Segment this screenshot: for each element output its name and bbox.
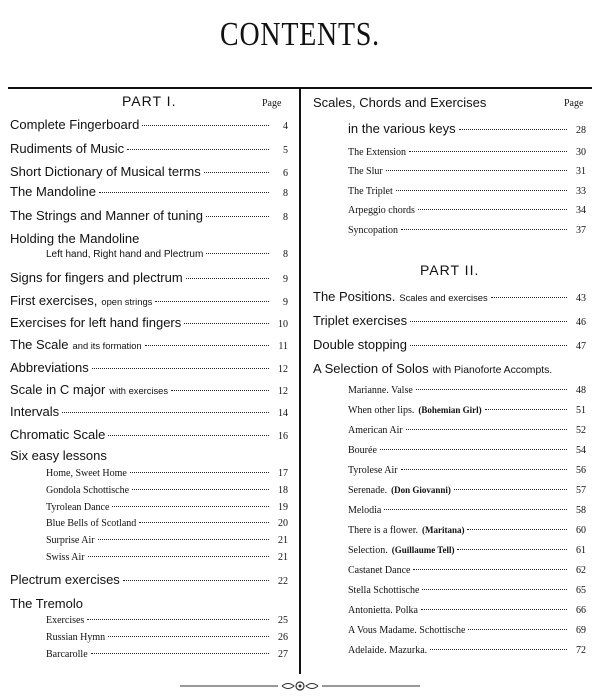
toc-entry[interactable]: A Vous Madame. Schottische 69 (348, 625, 586, 636)
part-two-heading: PART II. (420, 262, 480, 278)
ornament-divider (178, 680, 422, 692)
column-divider (299, 89, 301, 674)
toc-entry[interactable]: Scale in C major with exercises 12 (10, 382, 288, 397)
part-one-heading: PART I. (122, 93, 177, 109)
ornament-dot (299, 685, 302, 688)
toc-entry[interactable]: Home, Sweet Home 17 (46, 468, 288, 479)
toc-entry[interactable]: in the various keys 28 (348, 121, 586, 136)
toc-entry[interactable]: Signs for fingers and plectrum 9 (10, 270, 288, 285)
toc-entry[interactable]: Tyrolean Dance 19 (46, 502, 288, 513)
ornament-leaf-left (282, 684, 294, 689)
toc-entry[interactable]: Intervals 14 (10, 404, 288, 419)
toc-entry[interactable]: Antonietta. Polka 66 (348, 605, 586, 616)
toc-section: Holding the Mandoline (10, 231, 140, 246)
left-page-label: Page (262, 98, 282, 109)
toc-entry[interactable]: Left hand, Right hand and Plectrum 8 (46, 249, 288, 260)
toc-entry[interactable]: Stella Schottische 65 (348, 585, 586, 596)
toc-entry[interactable]: The Extension 30 (348, 147, 586, 158)
toc-section: Scales, Chords and Exercises (313, 95, 487, 110)
toc-entry[interactable]: Abbreviations 12 (10, 360, 288, 375)
right-page-label: Page (564, 98, 584, 109)
toc-entry[interactable]: First exercises, open strings 9 (10, 293, 288, 308)
toc-entry[interactable]: Gondola Schottische 18 (46, 485, 288, 496)
toc-entry[interactable]: Adelaide. Mazurka. 72 (348, 645, 586, 656)
toc-entry[interactable]: Barcarolle 27 (46, 649, 288, 660)
toc-entry[interactable]: Marianne. Valse 48 (348, 385, 586, 396)
toc-section: Six easy lessons (10, 448, 107, 463)
toc-entry[interactable]: When other lips. (Bohemian Girl) 51 (348, 405, 586, 416)
toc-entry[interactable]: Serenade. (Don Giovanni) 57 (348, 485, 586, 496)
toc-entry[interactable]: Triplet exercises 46 (313, 313, 586, 328)
toc-entry[interactable]: Castanet Dance 62 (348, 565, 586, 576)
toc-entry[interactable]: Complete Fingerboard 4 (10, 117, 288, 132)
toc-entry[interactable]: Russian Hymn 26 (46, 632, 288, 643)
ornament-leaf-right (306, 684, 318, 689)
toc-entry[interactable]: Blue Bells of Scotland 20 (46, 518, 288, 529)
toc-entry[interactable]: Plectrum exercises 22 (10, 572, 288, 587)
toc-entry[interactable]: Swiss Air 21 (46, 552, 288, 563)
toc-entry[interactable]: The Slur 31 (348, 166, 586, 177)
toc-entry[interactable]: The Mandoline 8 (10, 184, 288, 199)
toc-entry[interactable]: Tyrolese Air 56 (348, 465, 586, 476)
toc-entry[interactable]: Exercises for left hand fingers 10 (10, 315, 288, 330)
toc-entry[interactable]: Melodia 58 (348, 505, 586, 516)
toc-entry[interactable]: There is a flower. (Maritana) 60 (348, 525, 586, 536)
toc-entry[interactable]: Rudiments of Music 5 (10, 141, 288, 156)
toc-entry[interactable]: Chromatic Scale 16 (10, 427, 288, 442)
toc-entry[interactable]: Arpeggio chords 34 (348, 205, 586, 216)
toc-entry[interactable]: The Strings and Manner of tuning 8 (10, 208, 288, 223)
toc-section: The Tremolo (10, 596, 83, 611)
toc-entry[interactable]: American Air 52 (348, 425, 586, 436)
toc-entry[interactable]: Short Dictionary of Musical terms 6 (10, 164, 288, 179)
toc-entry[interactable]: The Triplet 33 (348, 186, 586, 197)
toc-entry[interactable]: Bourée 54 (348, 445, 586, 456)
toc-section: A Selection of Solos with Pianoforte Accompts. (313, 361, 553, 376)
toc-entry[interactable]: The Positions. Scales and exercises 43 (313, 289, 586, 304)
toc-entry[interactable]: Selection. (Guillaume Tell) 61 (348, 545, 586, 556)
page-title: CONTENTS. (220, 16, 380, 53)
toc-entry[interactable]: Syncopation 37 (348, 225, 586, 236)
toc-entry[interactable]: The Scale and its formation 11 (10, 337, 288, 352)
toc-entry[interactable]: Surprise Air 21 (46, 535, 288, 546)
toc-entry[interactable]: Double stopping 47 (313, 337, 586, 352)
toc-entry[interactable]: Exercises 25 (46, 615, 288, 626)
